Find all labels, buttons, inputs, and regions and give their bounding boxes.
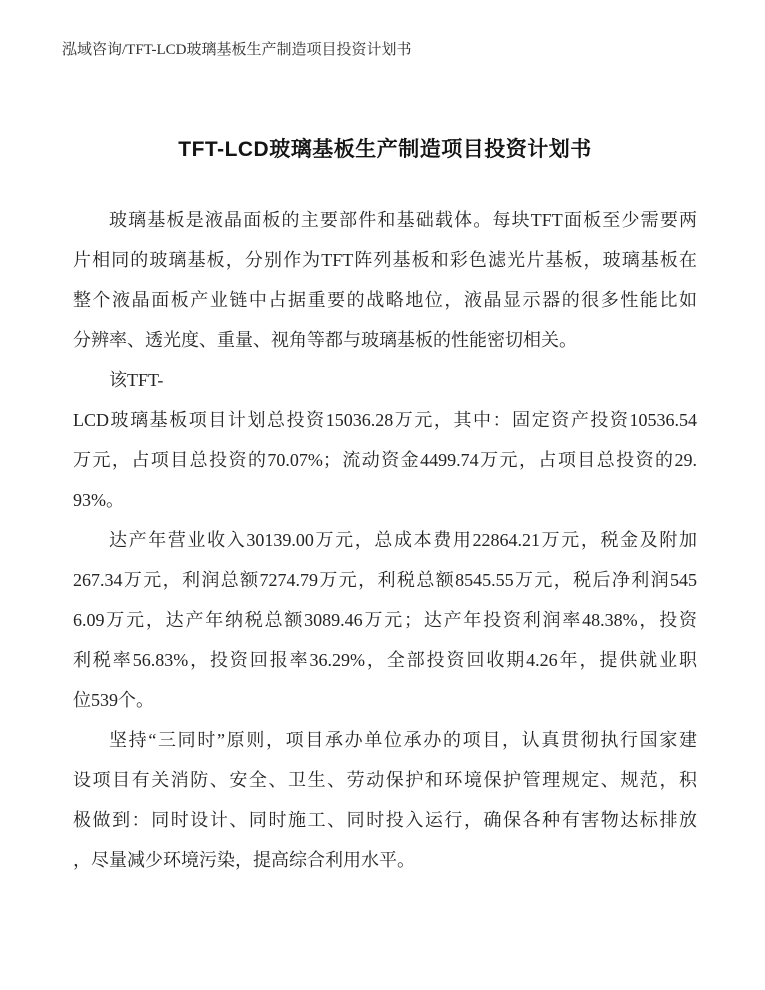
paragraph-line: ，尽量减少环境污染，提高综合利用水平。: [73, 850, 415, 870]
paragraph-line: 万元，占项目总投资的70.07%；流动资金4499.74万元，占项目总投资的29.: [73, 450, 697, 470]
paragraph-line: 93%。: [73, 490, 124, 510]
paragraph-line: 坚持“三同时”原则，项目承办单位承办的项目，认真贯彻执行国家建: [109, 730, 697, 750]
paragraph-line: 整个液晶面板产业链中占据重要的战略地位，液晶显示器的很多性能比如: [73, 290, 697, 310]
paragraph-line: 达产年营业收入30139.00万元，总成本费用22864.21万元，税金及附加: [109, 530, 697, 550]
paragraph-line: 位539个。: [73, 690, 154, 710]
paragraph: [73, 200, 697, 360]
paragraph-line: 分辨率、透光度、重量、视角等都与玻璃基板的性能密切相关。: [73, 330, 577, 350]
paragraph-line: 设项目有关消防、安全、卫生、劳动保护和环境保护管理规定、规范，积: [73, 770, 697, 790]
paragraph-line: 该TFT-: [109, 370, 164, 390]
paragraph: [73, 720, 697, 880]
page-header-text: 泓域咨询/TFT-LCD玻璃基板生产制造项目投资计划书: [62, 42, 412, 58]
paragraph-line: 267.34万元，利润总额7274.79万元，利税总额8545.55万元，税后净利润545: [73, 570, 697, 590]
document-body: [73, 200, 697, 880]
paragraph: [73, 520, 697, 720]
document-title: TFT-LCD玻璃基板生产制造项目投资计划书: [178, 138, 592, 161]
paragraph-line: 极做到：同时设计、同时施工、同时投入运行，确保各种有害物达标排放: [73, 810, 697, 830]
paragraph-line: 片相同的玻璃基板，分别作为TFT阵列基板和彩色滤光片基板，玻璃基板在: [73, 250, 697, 270]
paragraph-line: 利税率56.83%，投资回报率36.29%，全部投资回收期4.26年，提供就业职: [73, 650, 697, 670]
paragraph-line: 6.09万元，达产年纳税总额3089.46万元；达产年投资利润率48.38%，投资: [73, 610, 697, 630]
paragraph-line: LCD玻璃基板项目计划总投资15036.28万元，其中：固定资产投资10536.54: [73, 410, 697, 430]
paragraph-line: 玻璃基板是液晶面板的主要部件和基础载体。每块TFT面板至少需要两: [109, 210, 697, 230]
paragraph: [73, 360, 697, 520]
